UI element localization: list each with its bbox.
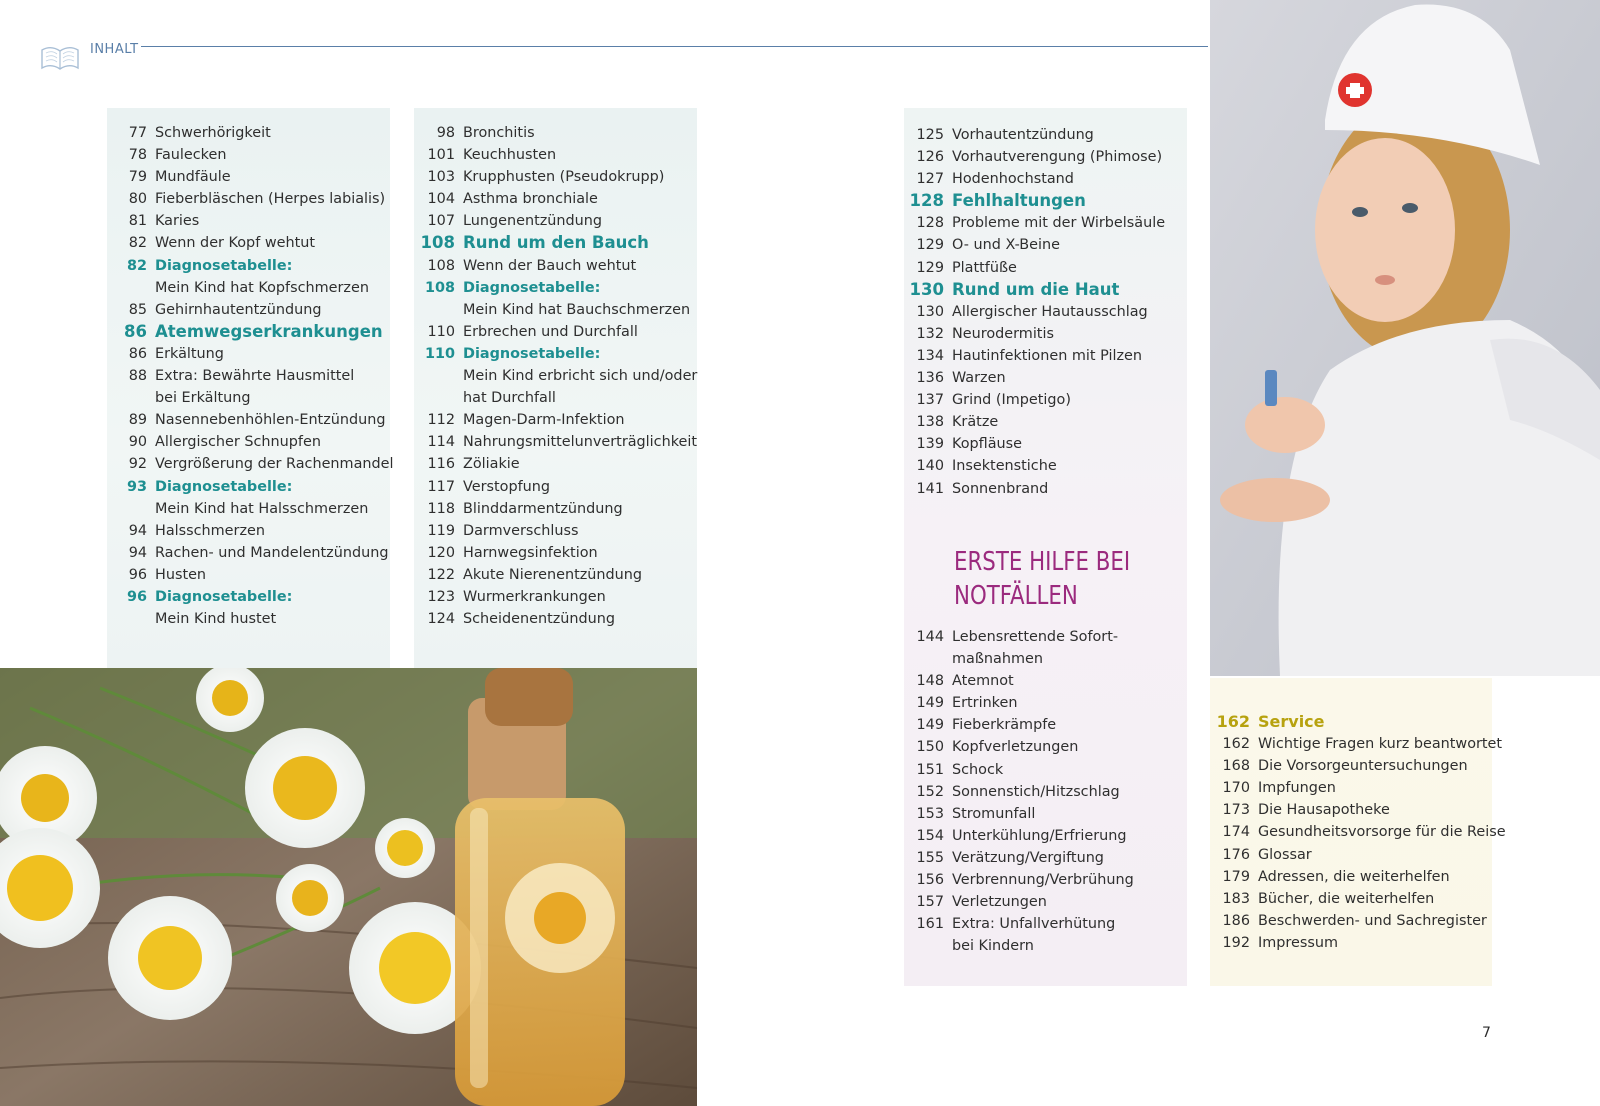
- toc-entry: [916, 301, 1165, 323]
- toc-entry: [916, 626, 1134, 648]
- toc-entry: [916, 847, 1134, 869]
- toc-entry: [463, 387, 697, 409]
- toc-entry: [916, 478, 1165, 500]
- toc-entry-title: Nahrungsmittelunverträglichkeit: [463, 434, 698, 451]
- toc-page-number: 141: [916, 480, 944, 497]
- toc-entry-title: Diagnosetabelle:: [463, 345, 601, 362]
- toc-page-number: 81: [128, 213, 147, 230]
- toc-page-number: 179: [1222, 868, 1250, 885]
- toc-page-number: 118: [427, 500, 455, 517]
- toc-page-number: 117: [427, 478, 455, 495]
- toc-page-number: 101: [427, 147, 455, 164]
- toc-entry: [916, 433, 1165, 455]
- toc-entry: [916, 323, 1165, 345]
- toc-entry-title: Unterkühlung/Erfrierung: [952, 827, 1127, 844]
- toc-entry-title: Allergischer Schnupfen: [155, 434, 321, 451]
- toc-entry: [916, 146, 1165, 168]
- toc-entry-title: Insektenstiche: [952, 458, 1057, 475]
- toc-entry-title: Rund um die Haut: [952, 279, 1120, 299]
- toc-entry: [916, 869, 1134, 891]
- toc-entry-title: Nasennebenhöhlen-Entzündung: [155, 412, 386, 429]
- toc-entry-title: Hodenhochstand: [952, 171, 1074, 188]
- toc-entry: [155, 608, 394, 630]
- toc-entry-title: Glossar: [1258, 846, 1312, 863]
- toc-entry: [1222, 777, 1506, 799]
- toc-entry: [128, 343, 394, 365]
- toc-page-number: 134: [916, 347, 944, 364]
- toc-page-number: 183: [1222, 890, 1250, 907]
- toc-entry: [916, 781, 1134, 803]
- toc-entry-title: Diagnosetabelle:: [155, 257, 293, 274]
- open-book-icon: [38, 42, 82, 76]
- toc-entry: [916, 411, 1165, 433]
- toc-entry: [1222, 821, 1506, 843]
- toc-entry: [155, 498, 394, 520]
- toc-page-number: 129: [916, 259, 944, 276]
- toc-entry: [916, 257, 1165, 279]
- toc-entry-title: Mein Kind hat Bauchschmerzen: [463, 301, 691, 318]
- toc-entry-title: Impressum: [1258, 934, 1338, 951]
- toc-entry-title: Scheidenentzündung: [463, 611, 616, 628]
- chamomile-oil-photo: [0, 668, 697, 1106]
- toc-page-number: 89: [128, 412, 147, 429]
- toc-entry-title: Diagnosetabelle:: [463, 279, 601, 296]
- toc-page-number: 92: [128, 456, 147, 473]
- toc-entry-title: Kopfläuse: [952, 436, 1023, 453]
- toc-entry-title: Extra: Bewährte Hausmittel: [155, 368, 355, 385]
- toc-entry-title: Atemwegserkrankungen: [155, 321, 383, 341]
- toc-page-number: 149: [916, 695, 944, 712]
- toc-entry-title: Verätzung/Vergiftung: [952, 849, 1104, 866]
- toc-entry-title: Grind (Impetigo): [952, 392, 1071, 409]
- toc-service: [1216, 711, 1506, 954]
- toc-entry-title: Fieberbläschen (Herpes labialis): [155, 191, 386, 208]
- toc-page-number: 139: [916, 436, 944, 453]
- toc-entry-title: Vergrößerung der Rachenmandel: [155, 456, 394, 473]
- toc-entry: [128, 299, 394, 321]
- toc-entry: [916, 212, 1166, 234]
- header-label: INHALT: [90, 42, 139, 57]
- toc-page-number: 127: [916, 171, 944, 188]
- toc-page-number: 130: [916, 303, 944, 320]
- toc-entry-title: Gesundheitsvorsorge für die Reise: [1258, 824, 1506, 841]
- toc-entry: [128, 210, 394, 232]
- page-number: 7: [1482, 1025, 1491, 1041]
- toc-entry: [916, 234, 1165, 256]
- toc-entry: [427, 564, 697, 586]
- toc-entry-title: Allergischer Hautausschlag: [952, 303, 1148, 320]
- toc-entry-title: Mein Kind hat Halsschmerzen: [155, 500, 369, 517]
- toc-entry-title: Impfungen: [1258, 780, 1336, 797]
- toc-page-number: 144: [916, 629, 944, 645]
- toc-entry: [427, 498, 697, 520]
- toc-page-number: 108: [424, 279, 455, 296]
- toc-entry-title: Die Vorsorgeuntersuchungen: [1258, 758, 1468, 775]
- toc-page-number: 112: [427, 412, 455, 429]
- toc-entry-title: Blinddarmentzündung: [463, 500, 623, 517]
- toc-entry: [916, 714, 1134, 736]
- toc-entry-title: Husten: [155, 566, 207, 583]
- toc-entry-title: Schwerhörigkeit: [155, 125, 271, 141]
- toc-entry-title: Wenn der Kopf wehtut: [155, 235, 315, 252]
- toc-entry-title: Extra: Unfallverhütung: [952, 916, 1116, 933]
- toc-entry-title: Verbrennung/Verbrühung: [952, 872, 1134, 889]
- toc-page-number: 85: [128, 301, 147, 318]
- toc-page-number: 94: [128, 522, 147, 539]
- toc-entry: [427, 431, 698, 453]
- toc-entry: [1222, 932, 1506, 954]
- toc-entry-title: Atemnot: [952, 673, 1014, 690]
- toc-entry: [128, 542, 394, 564]
- toc-entry-title: Warzen: [952, 370, 1006, 387]
- toc-entry-title: hat Durchfall: [463, 390, 556, 407]
- toc-entry-title: Halsschmerzen: [155, 522, 265, 539]
- toc-entry-title: Wenn der Bauch wehtut: [463, 257, 637, 274]
- toc-entry: [128, 188, 394, 210]
- toc-page-number: 90: [128, 434, 147, 451]
- toc-diagnosis-table: [126, 476, 394, 498]
- toc-entry: [128, 232, 394, 254]
- toc-entry-title: Fieberkrämpfe: [952, 717, 1057, 734]
- toc-entry: [916, 367, 1165, 389]
- toc-entry-title: Mundfäule: [155, 169, 231, 186]
- toc-entry: [916, 759, 1134, 781]
- toc-entry-title: Darmverschluss: [463, 522, 579, 539]
- toc-entry-title: Wurmerkrankungen: [463, 588, 606, 605]
- toc-entry-title: bei Erkältung: [155, 390, 251, 407]
- toc-entry-title: Die Hausapotheke: [1258, 802, 1390, 819]
- toc-diagnosis-table: [126, 586, 394, 608]
- toc-entry: [436, 122, 697, 144]
- toc-column-1: [124, 122, 394, 630]
- toc-entry-title: Sonnenstich/Hitzschlag: [952, 783, 1120, 800]
- toc-service-heading: [1216, 711, 1506, 733]
- toc-entry-title: Akute Nierenentzündung: [463, 566, 643, 583]
- toc-entry-title: Mein Kind hustet: [155, 611, 277, 628]
- toc-page-number: 88: [128, 368, 147, 385]
- toc-entry-title: Plattfüße: [952, 259, 1017, 276]
- toc-entry-title: Rund um den Bauch: [463, 233, 649, 253]
- toc-page-number: 79: [128, 169, 147, 186]
- toc-entry-title: Keuchhusten: [463, 147, 557, 164]
- toc-entry: [916, 389, 1165, 411]
- toc-page-number: 103: [427, 169, 455, 186]
- toc-diagnosis-table: [126, 255, 394, 277]
- toc-page-number: 77: [128, 125, 147, 141]
- toc-page-number: 128: [909, 191, 944, 211]
- page-header: [38, 38, 1208, 62]
- toc-entry-title: Erbrechen und Durchfall: [463, 323, 638, 340]
- toc-page-number: 173: [1222, 802, 1250, 819]
- toc-entry-title: Verstopfung: [463, 478, 551, 495]
- toc-page-number: 110: [427, 323, 455, 340]
- toc-entry: [463, 365, 697, 387]
- toc-entry: [952, 935, 1134, 957]
- toc-page-number: 162: [1222, 736, 1250, 753]
- toc-column-2: [420, 122, 698, 630]
- toc-page-number: 125: [916, 127, 944, 143]
- toc-entry: [128, 431, 394, 453]
- toc-page-number: 148: [916, 673, 944, 690]
- toc-entry-title: Erkältung: [155, 345, 224, 362]
- toc-entry: [427, 586, 697, 608]
- toc-page-number: 129: [916, 237, 944, 254]
- toc-page-number: 170: [1222, 780, 1250, 797]
- toc-page-number: 157: [916, 894, 944, 911]
- toc-page-number: 124: [427, 611, 455, 628]
- toc-entry-title: maßnahmen: [952, 651, 1043, 668]
- toc-entry: [1222, 910, 1506, 932]
- toc-entry: [1222, 799, 1506, 821]
- toc-entry: [916, 345, 1165, 367]
- toc-entry-title: Bücher, die weiterhelfen: [1258, 890, 1435, 907]
- toc-entry: [427, 321, 697, 343]
- toc-entry-title: Wichtige Fragen kurz beantwortet: [1258, 736, 1503, 753]
- toc-entry: [128, 144, 394, 166]
- toc-page-number: 119: [427, 522, 455, 539]
- toc-entry-title: Diagnosetabelle:: [155, 478, 293, 495]
- toc-page-number: 122: [427, 566, 455, 583]
- toc-page-number: 149: [916, 717, 944, 734]
- toc-entry: [1222, 888, 1506, 910]
- toc-page-number: 155: [916, 849, 944, 866]
- toc-entry-title: Asthma bronchiale: [463, 191, 598, 208]
- toc-entry-title: Probleme mit der Wirbelsäule: [952, 215, 1166, 232]
- toc-page-number: 192: [1222, 934, 1250, 951]
- toc-entry-title: Hautinfektionen mit Pilzen: [952, 347, 1143, 364]
- first-aid-title-line-2: NOTFÄLLEN: [954, 581, 1078, 611]
- toc-page-number: 94: [128, 544, 147, 561]
- toc-page-number: 151: [916, 761, 944, 778]
- toc-entry-title: bei Kindern: [952, 938, 1034, 955]
- toc-entry-title: Vorhautverengung (Phimose): [952, 149, 1163, 166]
- toc-page-number: 176: [1222, 846, 1250, 863]
- toc-page-number: 153: [916, 805, 944, 822]
- toc-entry-title: Service: [1258, 712, 1325, 731]
- toc-entry-title: Neurodermitis: [952, 325, 1054, 342]
- toc-entry: [1222, 844, 1506, 866]
- toc-entry: [427, 210, 697, 232]
- toc-section-heading: [909, 279, 1165, 301]
- toc-section-heading: [420, 232, 697, 254]
- toc-entry: [916, 124, 1165, 146]
- toc-entry: [427, 608, 697, 630]
- toc-entry-title: Fehlhaltungen: [952, 191, 1086, 211]
- toc-entry: [128, 166, 394, 188]
- toc-page-number: 130: [909, 279, 944, 299]
- toc-entry-title: Mein Kind hat Kopfschmerzen: [155, 279, 369, 296]
- toc-entry: [427, 453, 697, 475]
- toc-page-number: 96: [126, 588, 147, 605]
- toc-entry: [427, 255, 697, 277]
- toc-entry: [916, 692, 1134, 714]
- toc-entry: [128, 122, 394, 144]
- toc-page-number: 108: [420, 233, 455, 253]
- toc-entry: [916, 455, 1165, 477]
- toc-page-number: 108: [427, 257, 455, 274]
- toc-entry: [916, 168, 1165, 190]
- toc-entry: [916, 803, 1134, 825]
- toc-page-number: 110: [424, 345, 455, 362]
- toc-entry: [916, 825, 1134, 847]
- toc-column-3: [909, 124, 1166, 500]
- toc-entry-title: Magen-Darm-Infektion: [463, 412, 625, 429]
- toc-entry: [427, 542, 697, 564]
- toc-page-number: 161: [916, 916, 944, 933]
- toc-page-number: 128: [916, 215, 944, 232]
- toc-page-number: 82: [126, 257, 147, 274]
- toc-diagnosis-table: [424, 343, 697, 365]
- toc-entry: [916, 913, 1134, 935]
- toc-entry: [916, 736, 1134, 758]
- toc-page-number: 78: [128, 147, 147, 164]
- toc-entry-title: Verletzungen: [952, 894, 1047, 911]
- toc-entry: [1222, 866, 1506, 888]
- header-rule: [141, 46, 1208, 47]
- first-aid-section-title: [954, 545, 1130, 613]
- toc-entry: [155, 387, 394, 409]
- toc-page-number: 140: [916, 458, 944, 475]
- toc-entry-title: Vorhautentzündung: [952, 127, 1094, 143]
- toc-entry: [427, 144, 697, 166]
- toc-page-number: 186: [1222, 912, 1250, 929]
- toc-entry: [427, 166, 697, 188]
- toc-entry-title: Bronchitis: [463, 125, 535, 141]
- toc-page-number: 136: [916, 370, 944, 387]
- toc-page-number: 98: [436, 125, 455, 141]
- toc-page-number: 120: [427, 544, 455, 561]
- toc-entry-title: Zöliakie: [463, 456, 520, 473]
- toc-page-number: 86: [124, 321, 147, 341]
- toc-page-number: 132: [916, 325, 944, 342]
- first-aid-title-line-1: ERSTE HILFE BEI: [954, 547, 1131, 577]
- toc-entry: [463, 299, 697, 321]
- toc-page-number: 96: [128, 566, 147, 583]
- toc-entry: [916, 670, 1134, 692]
- toc-page-number: 80: [128, 191, 147, 208]
- toc-entry: [1222, 755, 1506, 777]
- toc-entry: [128, 453, 394, 475]
- toc-page-number: 123: [427, 588, 455, 605]
- toc-entry-title: Sonnenbrand: [952, 480, 1049, 497]
- toc-entry: [155, 277, 394, 299]
- toc-entry-title: Mein Kind erbricht sich und/oder: [463, 368, 698, 385]
- toc-entry: [427, 188, 697, 210]
- toc-page-number: 116: [427, 456, 455, 473]
- toc-entry-title: O- und X-Beine: [952, 237, 1060, 254]
- toc-page-number: 150: [916, 739, 944, 756]
- toc-first-aid: [916, 626, 1134, 957]
- toc-page-number: 107: [427, 213, 455, 230]
- toc-page-number: 156: [916, 872, 944, 889]
- toc-entry-title: Krupphusten (Pseudokrupp): [463, 169, 665, 186]
- toc-entry-title: Krätze: [952, 414, 999, 431]
- toc-page-number: 162: [1216, 712, 1250, 731]
- toc-section-heading: [909, 190, 1165, 212]
- toc-entry: [916, 891, 1134, 913]
- toc-entry-title: Harnwegsinfektion: [463, 544, 598, 561]
- toc-entry-title: Karies: [155, 213, 200, 230]
- toc-page-number: 174: [1222, 824, 1250, 841]
- toc-page-number: 168: [1222, 758, 1250, 775]
- toc-entry: [128, 365, 394, 387]
- toc-entry-title: Ertrinken: [952, 695, 1018, 712]
- toc-page-number: 82: [128, 235, 147, 252]
- toc-entry-title: Faulecken: [155, 147, 227, 164]
- toc-entry: [427, 476, 697, 498]
- toc-entry-title: Kopfverletzungen: [952, 739, 1079, 756]
- toc-page-number: 138: [916, 414, 944, 431]
- toc-diagnosis-table: [424, 277, 697, 299]
- toc-page-number: 86: [128, 345, 147, 362]
- toc-entry-title: Lungenentzündung: [463, 213, 603, 230]
- toc-page-number: 152: [916, 783, 944, 800]
- toc-entry: [952, 648, 1134, 670]
- toc-page-number: 93: [126, 478, 147, 495]
- toc-entry-title: Schock: [952, 761, 1004, 778]
- toc-entry-title: Adressen, die weiterhelfen: [1258, 868, 1450, 885]
- toc-entry: [427, 520, 697, 542]
- toc-page-number: 154: [916, 827, 944, 844]
- toc-page-number: 104: [427, 191, 455, 208]
- toc-entry: [128, 520, 394, 542]
- toc-entry-title: Rachen- und Mandelentzündung: [155, 544, 389, 561]
- toc-page-number: 114: [427, 434, 455, 451]
- toc-entry-title: Gehirnhautentzündung: [155, 301, 322, 318]
- toc-entry: [1222, 733, 1506, 755]
- toc-page-number: 137: [916, 392, 944, 409]
- toc-entry: [128, 564, 394, 586]
- toc-section-heading: [124, 321, 394, 343]
- toc-entry: [128, 409, 394, 431]
- toc-entry: [427, 409, 697, 431]
- toc-entry-title: Lebensrettende Sofort-: [952, 629, 1119, 645]
- toc-entry-title: Diagnosetabelle:: [155, 588, 293, 605]
- toc-entry-title: Beschwerden- und Sachregister: [1258, 912, 1487, 929]
- toc-entry-title: Stromunfall: [952, 805, 1036, 822]
- child-nurse-photo: [1210, 0, 1600, 676]
- toc-page-number: 126: [916, 149, 944, 166]
